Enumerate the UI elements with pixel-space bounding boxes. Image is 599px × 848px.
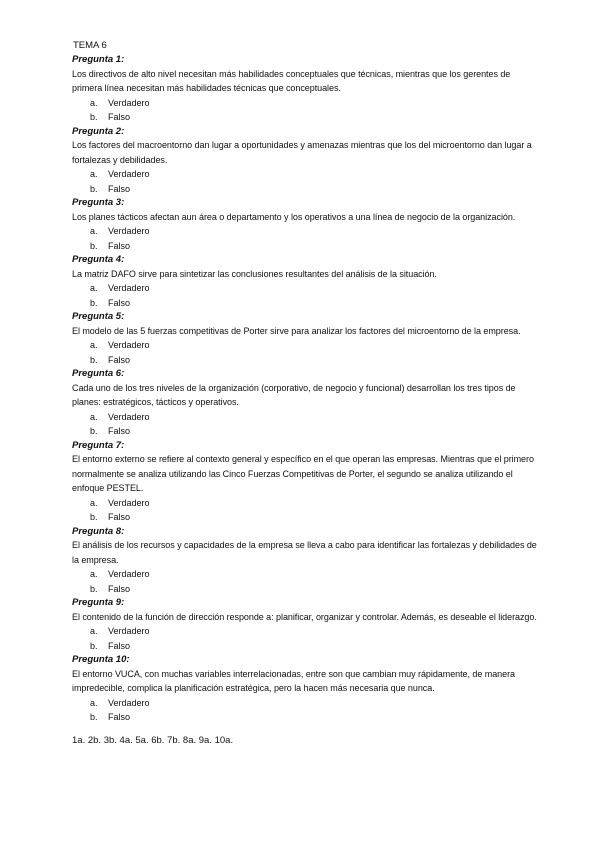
answer-option [72,96,542,111]
question-label: Pregunta 4: [72,254,125,265]
option-text: Verdadero [108,569,150,579]
answer-option [72,639,542,654]
option-text: Falso [108,183,131,194]
option-text: Falso [108,512,131,522]
option-letter: a. [90,697,98,708]
option-letter: b. [90,240,98,251]
option-list [72,624,542,653]
option-text: Falso [108,112,131,122]
question-text: El contenido de la función de dirección responde a: planificar, organizar y controlar. Además, es deseable el liderazgo. [72,611,537,622]
option-letter: a. [90,169,98,179]
answer-option [72,567,542,582]
option-text: Verdadero [108,97,150,108]
option-letter: b. [90,354,98,365]
option-text: Falso [108,640,131,651]
option-letter: b. [90,112,98,122]
option-text: Verdadero [108,340,150,350]
answer-option [72,353,542,368]
option-list [72,167,542,196]
answer-option [72,338,542,353]
question-label: Pregunta 8: [72,525,125,537]
option-text: Falso [108,712,131,722]
option-list [72,496,542,525]
document-page [72,39,542,748]
option-text: Verdadero [108,497,150,508]
option-letter: a. [90,411,98,422]
option-list [72,410,542,439]
option-letter: a. [90,626,98,636]
question-block [72,439,542,525]
question-text: Los directivos de alto nivel necesitan más habilidades conceptuales que técnicas, mientras que los gerentes de primera línea necesitan más habilidades técnicas que conceptuales. [72,68,511,93]
option-letter: b. [90,640,98,651]
question-block [72,196,542,253]
question-text: El modelo de las 5 fuerzas competitivas de Porter sirve para analizar los factores del microentorno de la empresa. [72,325,521,336]
option-list [72,96,542,125]
question-block [72,367,542,439]
answer-option [72,710,542,725]
question-text: El entorno externo se refiere al contexto general y específico en el que operan las empresas. Mientras que el primero normalmente se analiza utilizando las Cinco Fuerzas Competitivas de Porter, el segundo se analiza utilizando el enfoque PESTEL. [72,454,534,493]
question-block [72,596,542,653]
answer-option [72,281,542,296]
answer-option [72,239,542,254]
question-label: Pregunta 2: [72,125,125,137]
document-title: TEMA 6 [73,40,107,51]
option-list [72,338,542,367]
question-label: Pregunta 9: [72,597,125,608]
option-text: Verdadero [108,411,150,422]
question-list [72,53,542,725]
question-label: Pregunta 6: [72,368,125,379]
option-letter: b. [90,297,98,308]
question-text: Los factores del macroentorno dan lugar a oportunidades y amenazas mientras que los del microentorno dan lugar a fortalezas y debilidades. [72,140,532,165]
question-label: Pregunta 7: [72,439,125,451]
question-text: El análisis de los recursos y capacidades de la empresa se lleva a cabo para identificar las fortalezas y debilidades de la empresa. [72,540,537,565]
answer-option [72,510,542,525]
question-block [72,653,542,725]
option-letter: a. [90,340,98,350]
option-letter: b. [90,583,98,594]
question-label: Pregunta 1: [72,54,125,65]
option-letter: a. [90,97,98,108]
question-block [72,310,542,367]
option-text: Verdadero [108,226,150,236]
question-label: Pregunta 3: [72,197,125,208]
question-text: Cada uno de los tres niveles de la organización (corporativo, de negocio y funcional) desarrollan los tres tipos de planes: estratégicos, tácticos y operativos. [72,382,516,407]
option-letter: b. [90,512,98,522]
option-letter: a. [90,497,98,508]
answer-option [72,582,542,597]
question-text: La matriz DAFO sirve para sintetizar las conclusiones resultantes del análisis de la situación. [72,268,437,279]
option-text: Falso [108,240,131,251]
option-text: Falso [108,354,131,365]
answer-option [72,110,542,125]
answer-option [72,296,542,311]
option-list [72,567,542,596]
question-text: El entorno VUCA, con muchas variables interrelacionadas, entre son que cambian muy rápidamente, de manera impredecible, complica la planificación estratégica, pero la hacen más necesaria que nunca. [72,668,515,693]
option-text: Verdadero [108,626,150,636]
question-text: Los planes tácticos afectan aun área o departamento y los operativos a una línea de negocio de la organización. [72,211,516,222]
answer-option [72,696,542,711]
option-letter: a. [90,226,98,236]
option-list [72,696,542,725]
option-text: Falso [108,426,131,436]
answer-option [72,410,542,425]
answer-key: 1a. 2b. 3b. 4a. 5a. 6b. 7b. 8a. 9a. 10a. [72,734,234,746]
option-text: Verdadero [108,283,150,293]
option-letter: a. [90,283,98,293]
option-letter: b. [90,183,98,194]
option-list [72,281,542,310]
option-letter: b. [90,426,98,436]
question-label: Pregunta 5: [72,311,125,322]
question-block [72,53,542,125]
option-list [72,224,542,253]
question-block [72,525,542,597]
answer-option [72,182,542,197]
option-letter: a. [90,569,98,579]
option-text: Falso [108,297,131,308]
answer-option [72,424,542,439]
option-text: Verdadero [108,697,150,708]
question-label: Pregunta 10: [72,654,130,665]
question-block [72,125,542,197]
answer-option [72,167,542,182]
option-text: Verdadero [108,169,150,179]
answer-option [72,496,542,511]
answer-option [72,224,542,239]
option-letter: b. [90,712,98,722]
answer-option [72,624,542,639]
question-block [72,253,542,310]
option-text: Falso [108,583,131,594]
